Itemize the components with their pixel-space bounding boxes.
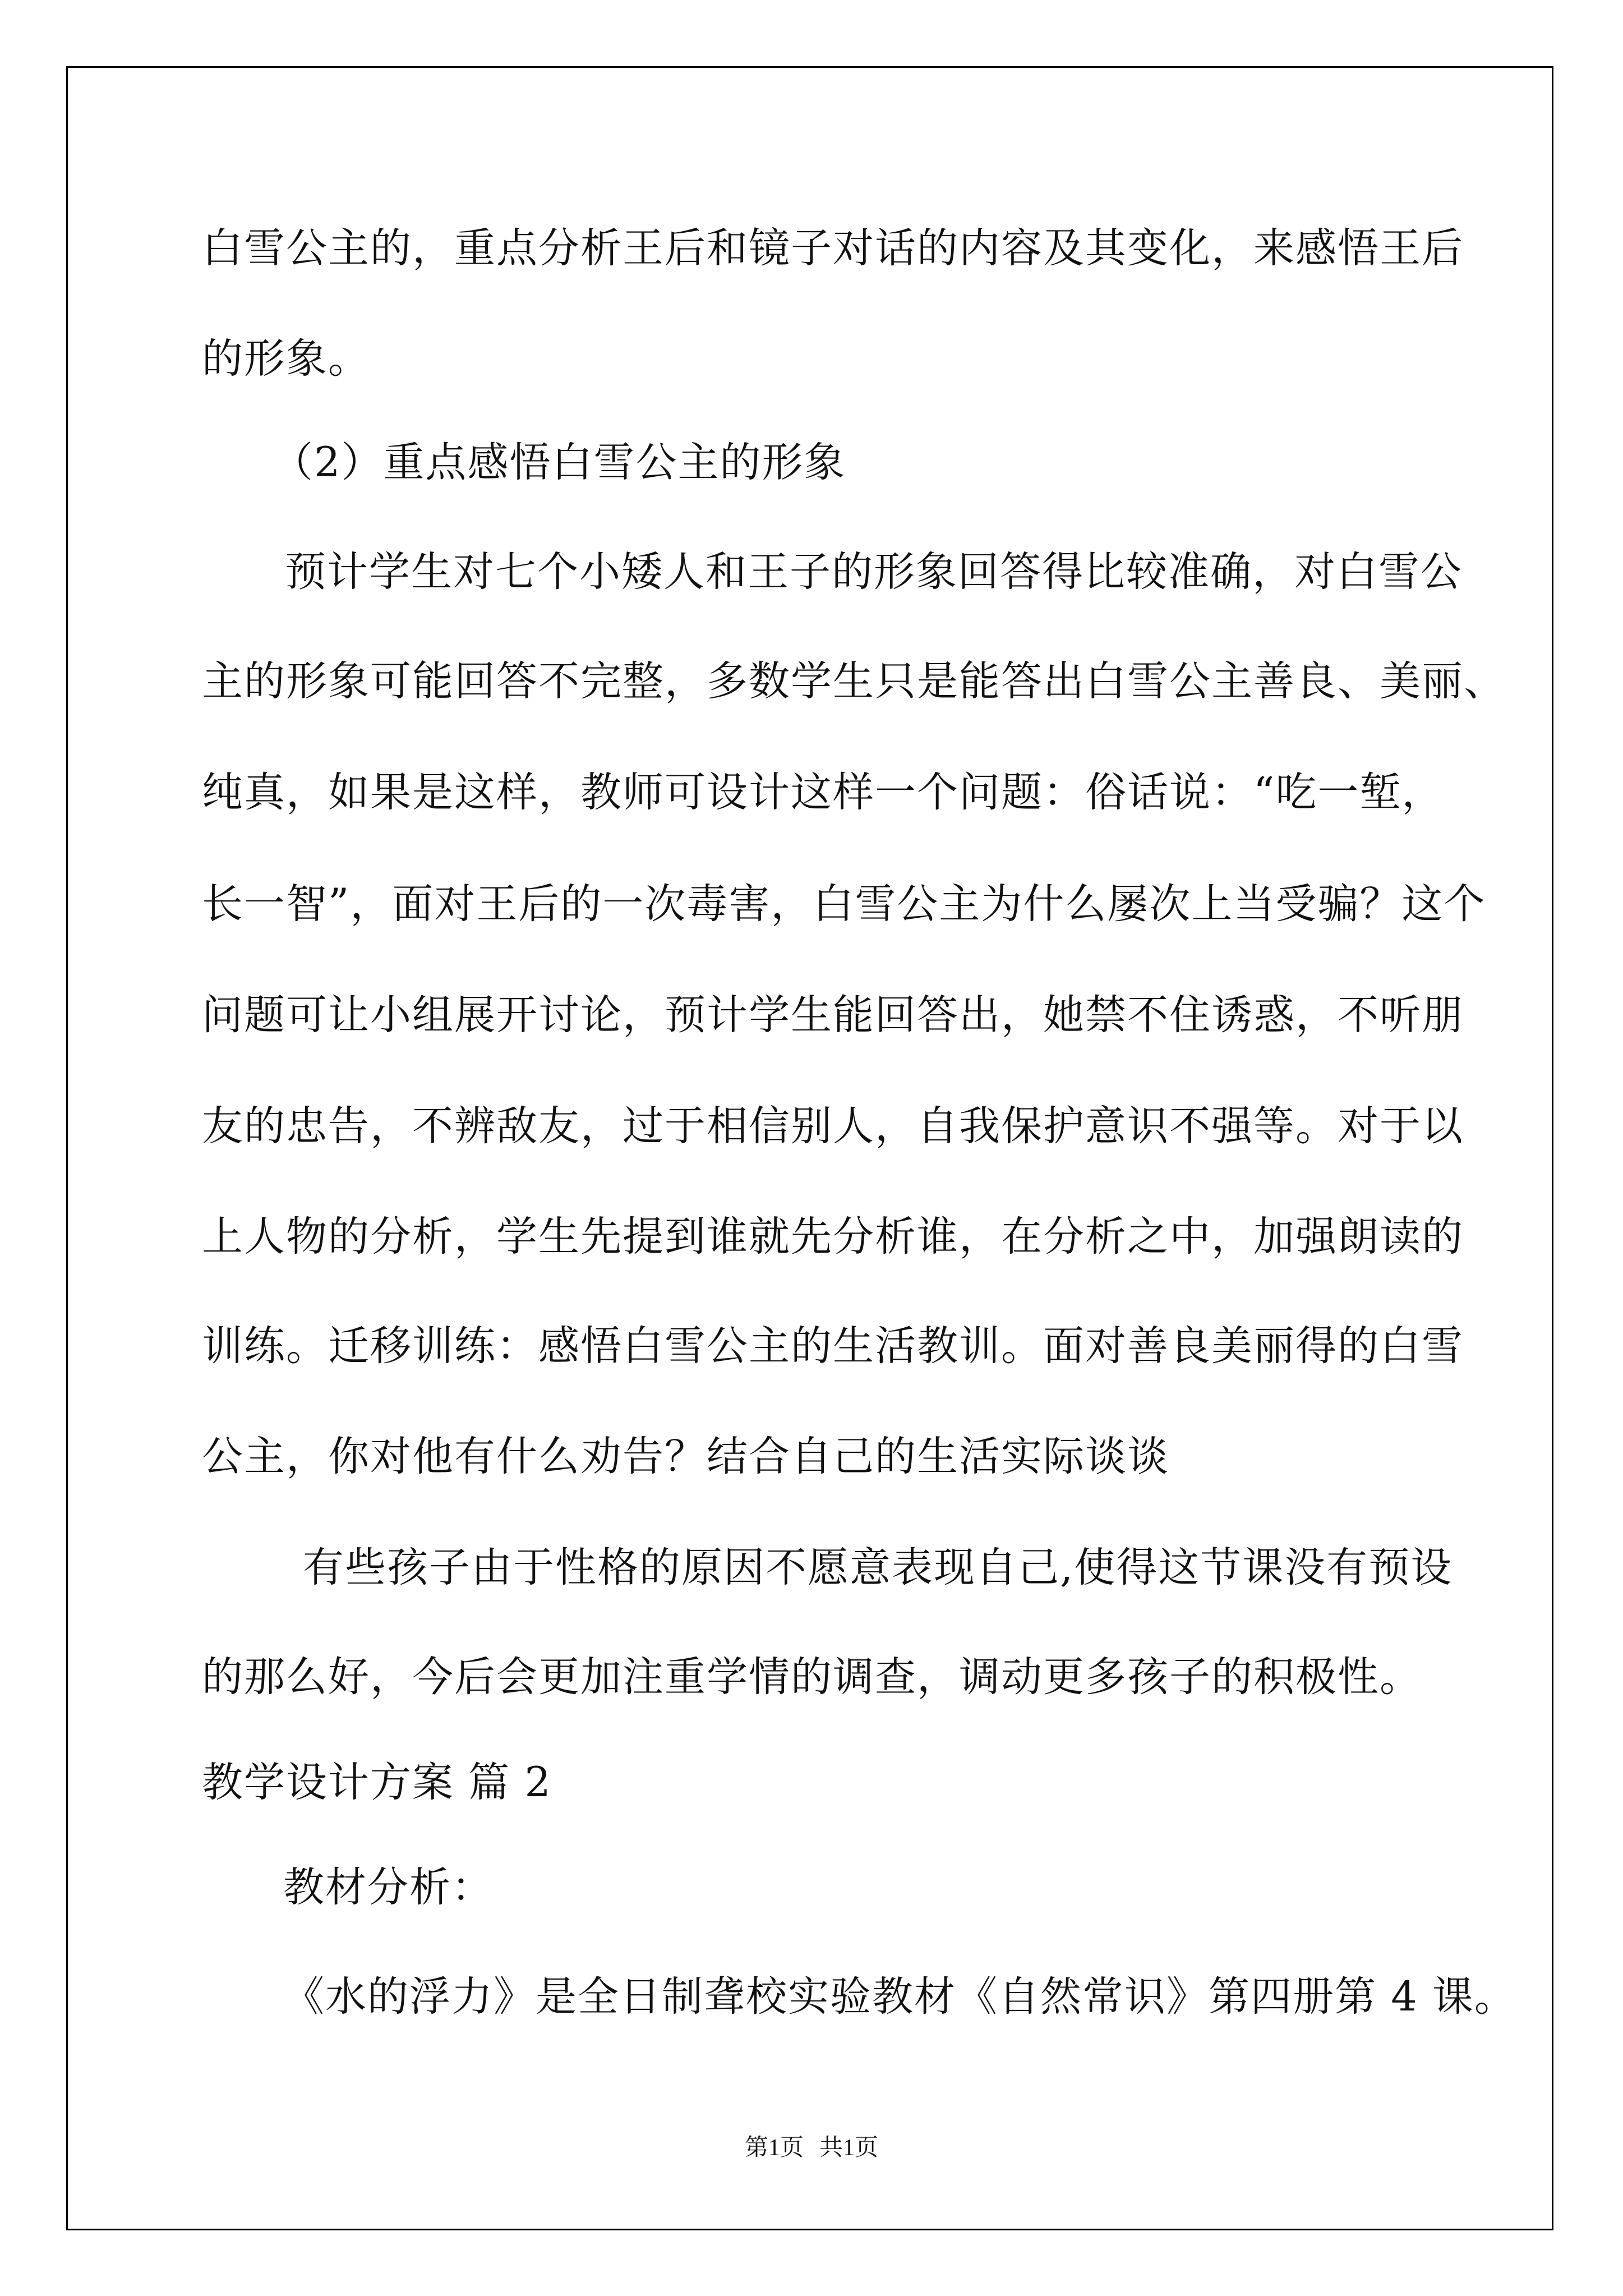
page-total: 共1页 — [819, 2135, 879, 2161]
paragraph-line-4: 预计学生对七个小矮人和王子的形象回答得比较准确，对白雪公 — [285, 548, 1463, 596]
paragraph-line-17: 《水的浮力》是全日制聋校实验教材《自然常识》第四册第 4 课。 — [283, 1973, 1516, 2021]
paragraph-line-1: 白雪公主的，重点分析王后和镜子对话的内容及其变化，来感悟王后 — [202, 224, 1464, 272]
page-footer — [0, 2129, 1623, 2162]
paragraph-line-14: 的那么好，今后会更加注重学情的调查，调动更多孩子的积极性。 — [202, 1653, 1422, 1701]
section-title: 教学设计方案 篇 2 — [202, 1759, 552, 1806]
paragraph-line-9: 友的忠告，不辨敌友，过于相信别人，自我保护意识不强等。对于以 — [202, 1102, 1464, 1150]
paragraph-line-12: 公主，你对他有什么劝告？结合自己的生活实际谈谈 — [202, 1433, 1169, 1480]
paragraph-line-11: 训练。迁移训练：感悟白雪公主的生活教训。面对善良美丽得的白雪 — [202, 1322, 1464, 1370]
paragraph-line-2: 的形象。 — [202, 335, 370, 383]
paragraph-line-8: 问题可让小组展开讨论，预计学生能回答出，她禁不住诱惑，不听朋 — [202, 991, 1464, 1039]
paragraph-line-16: 教材分析： — [283, 1864, 494, 1911]
paragraph-line-6: 纯真，如果是这样，教师可设计这样一个问题：俗话说：“吃一堑， — [202, 769, 1444, 816]
paragraph-line-13: 有些孩子由于性格的原因不愿意表现自己,使得这节课没有预设 — [303, 1544, 1453, 1591]
section-heading-2: （2）重点感悟白雪公主的形象 — [272, 439, 846, 486]
paragraph-line-5: 主的形象可能回答不完整，多数学生只是能答出白雪公主善良、美丽、 — [202, 657, 1506, 705]
page-number: 第1页 — [744, 2135, 804, 2161]
paragraph-line-10: 上人物的分析，学生先提到谁就先分析谁，在分析之中，加强朗读的 — [202, 1213, 1464, 1260]
paragraph-line-7: 长一智”，面对王后的一次毒害，白雪公主为什么屡次上当受骗？这个 — [202, 880, 1486, 928]
